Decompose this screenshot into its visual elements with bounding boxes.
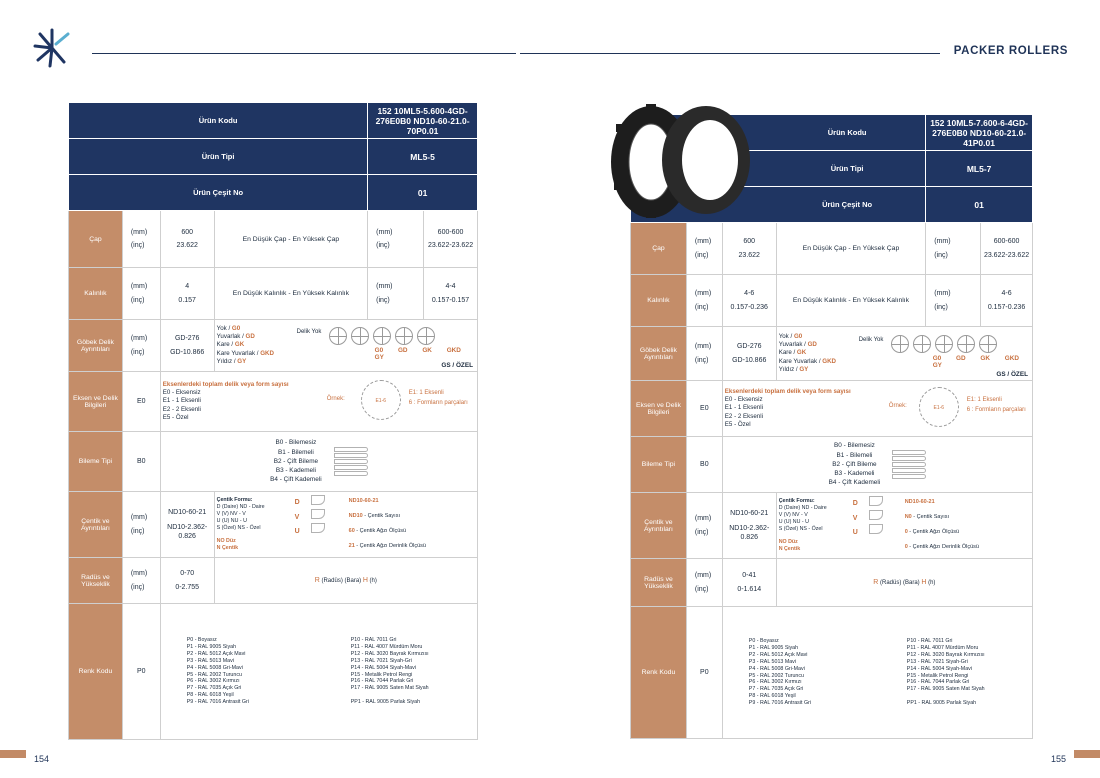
- renk-label: Renk Kodu: [631, 607, 687, 739]
- hole-square-round-icon: [935, 335, 953, 353]
- page-number-right: 155: [1050, 754, 1066, 764]
- urun-cesit-value: 01: [368, 175, 478, 211]
- header-rule: [92, 53, 516, 54]
- unit-cell: (mm) (inç): [686, 559, 722, 607]
- urun-tipi-value: ML5-5: [368, 139, 478, 175]
- unit-cell: (mm) (inç): [122, 558, 160, 604]
- renk-value: P0: [122, 604, 160, 740]
- urun-tipi-label: Ürün Tipi: [69, 139, 368, 175]
- gobek-values: GD-276 GD-10.866: [722, 327, 776, 381]
- renk-value: P0: [686, 607, 722, 739]
- centik-form-icons: [869, 495, 883, 537]
- urun-cesit-value: 01: [926, 187, 1033, 223]
- kalinlik-range-label: En Düşük Kalınlık - En Yüksek Kalınlık: [776, 275, 926, 327]
- eksen-legend: Eksenlerdeki toplam delik veya form sayısı E0 - Eksensiz E1 - 1 Eksenli E2 - 2 Eksenli E5 - Özel Örnek: E1-6 E1: 1 Eksenli 6 : Formların parçaları: [722, 381, 1032, 437]
- cap-label: Çap: [631, 223, 687, 275]
- urun-cesit-label: Ürün Çeşit No: [69, 175, 368, 211]
- radus-values: 0-41 0-1.614: [722, 559, 776, 607]
- urun-kodu-value: 152 10ML5-5.600-4GD-276E0B0 ND10-60-21.0-70P0.01: [368, 103, 478, 139]
- kalinlik-label: Kalınlık: [631, 275, 687, 327]
- unit-cell: (mm) (inç): [368, 268, 424, 320]
- page-number-left: 154: [34, 754, 50, 764]
- unit-cell: (mm) (inç): [686, 223, 722, 275]
- cap-values: 600 23.622: [160, 211, 214, 268]
- centik-label: Çentik ve Ayrıntıları: [631, 493, 687, 559]
- eksen-value: E0: [122, 372, 160, 432]
- unit-cell: (mm) (inç): [122, 268, 160, 320]
- bileme-legend: B0 - Bilemesiz B1 - Bilemeli B2 - Çift Bileme B3 - Kademeli B4 - Çift Kademeli: [722, 437, 1032, 493]
- cap-label: Çap: [69, 211, 123, 268]
- eksen-legend: Eksenlerdeki toplam delik veya form sayısı E0 - Eksensiz E1 - 1 Eksenli E2 - 2 Eksenli E5 - Özel Örnek: E1-6 E1: 1 Eksenli 6 : Formların parçaları: [160, 372, 477, 432]
- kalinlik-values: 4 0.157: [160, 268, 214, 320]
- centik-values: ND10-60-21 ND10-2.362-0.826: [722, 493, 776, 559]
- bileme-legend: B0 - Bilemesiz B1 - Bilemeli B2 - Çift Bileme B3 - Kademeli B4 - Çift Kademeli: [160, 432, 477, 492]
- eksen-label: Eksen ve Delik Bilgileri: [69, 372, 123, 432]
- unit-cell: (mm) (inç): [122, 492, 160, 558]
- renk-legend: P0 - Boyasız P1 - RAL 9005 Siyah P2 - RAL 5012 Açık Mavi P3 - RAL 5013 Mavi P4 - RAL 5008 Gri-Mavi P5 - RAL 2002 Turuncu P6 - RAL 3002 Kırmızı P7 - RAL 7035 Açık Gri P8 - RAL 6018 Yeşil P9 - RAL 7016 Antrasit Gri P10 - RAL 7011 Gri P11 - RAL 4007 Mürdüm Moru P12 - RAL 3020 Bayrak Kırmızısı P13 - RAL 7021 Siyah-Gri P14 - RAL 5004 Siyah-Mavi P15 - Metalik Petrol Rengi P16 - RAL 7044 Parlak Gri P17 - RAL 9005 Saten Mat Siyah PP1 - RAL 9005 Parlak Siyah: [722, 607, 1032, 739]
- hole-round-icon: [891, 335, 909, 353]
- unit-cell: (mm) (inç): [686, 275, 722, 327]
- hole-special-icon: [417, 327, 435, 345]
- renk-legend: P0 - Boyasız P1 - RAL 9005 Siyah P2 - RAL 5012 Açık Mavi P3 - RAL 5013 Mavi P4 - RAL 5008 Gri-Mavi P5 - RAL 2002 Turuncu P6 - RAL 3002 Kırmızı P7 - RAL 7035 Açık Gri P8 - RAL 6018 Yeşil P9 - RAL 7016 Antrasit Gri P10 - RAL 7011 Gri P11 - RAL 4007 Mürdüm Moru P12 - RAL 3020 Bayrak Kırmızısı P13 - RAL 7021 Siyah-Gri P14 - RAL 5004 Siyah-Mavi P15 - Metalik Petrol Rengi P16 - RAL 7044 Parlak Gri P17 - RAL 9005 Saten Mat Siyah PP1 - RAL 9005 Parlak Siyah: [160, 604, 477, 740]
- cap-range-values: 600-600 23.622-23.622: [981, 223, 1033, 275]
- centik-label: Çentik ve Ayrıntıları: [69, 492, 123, 558]
- urun-tipi-value: ML5-7: [926, 151, 1033, 187]
- radus-label: Radüs ve Yükseklik: [631, 559, 687, 607]
- radus-legend: R (Radüs) (Bara) H (h): [776, 559, 1032, 607]
- gobek-legend: Yok / G0 Yuvarlak / GD Kare / GK Kare Yuvarlak / GKD Yıldız / GY Delik Yok G0 GD GK GKD GY GS / ÖZEL: [214, 320, 477, 372]
- urun-kodu-label: Ürün Kodu: [631, 115, 926, 151]
- bileme-profile-icons: [892, 449, 926, 480]
- gobek-label: Göbek Delik Ayrıntıları: [69, 320, 123, 372]
- unit-cell: (mm) (inç): [926, 223, 981, 275]
- unit-cell: (mm) (inç): [926, 275, 981, 327]
- bileme-value: B0: [686, 437, 722, 493]
- hole-star-icon: [395, 327, 413, 345]
- unit-cell: (mm) (inç): [368, 211, 424, 268]
- urun-kodu-label: Ürün Kodu: [69, 103, 368, 139]
- hole-star-icon: [957, 335, 975, 353]
- hole-round-icon: [329, 327, 347, 345]
- header-title: PACKER ROLLERS: [953, 45, 1068, 57]
- hole-square-icon: [913, 335, 931, 353]
- kalinlik-range-values: 4-4 0.157-0.157: [424, 268, 478, 320]
- centik-legend: Çentik Formu: D (Daire) ND - Daire V (V) NV - V U (U) NU - U S (Özel) NS - Özel NO Düz N Çentik D V U ND10-60-21 ND10 - Çentik Sayısı 60 - Çentik Ağzı Ölçüsü 21 - Çentik Ağzı Derinlik Ölçüsü: [214, 492, 477, 558]
- hole-square-icon: [351, 327, 369, 345]
- header-rule: [520, 53, 940, 54]
- centik-form-icons: [311, 494, 325, 536]
- packer-roller-disc-image: [606, 102, 756, 220]
- cap-range-label: En Düşük Çap - En Yüksek Çap: [214, 211, 368, 268]
- kalinlik-values: 4-6 0.157-0.236: [722, 275, 776, 327]
- cap-range-label: En Düşük Çap - En Yüksek Çap: [776, 223, 926, 275]
- hole-special-icon: [979, 335, 997, 353]
- bileme-profile-icons: [334, 446, 368, 477]
- kalinlik-range-label: En Düşük Kalınlık - En Yüksek Kalınlık: [214, 268, 368, 320]
- urun-kodu-value: 152 10ML5-7.600-6-4GD-276E0B0 ND10-60-21.0-41P0.01: [926, 115, 1033, 151]
- centik-values: ND10-60-21 ND10-2.362-0.826: [160, 492, 214, 558]
- kalinlik-label: Kalınlık: [69, 268, 123, 320]
- brand-logo: [32, 26, 72, 70]
- gobek-legend: Yok / G0 Yuvarlak / GD Kare / GK Kare Yuvarlak / GKD Yıldız / GY Delik Yok G0 GD GK GKD GY GS / ÖZEL: [776, 327, 1032, 381]
- kalinlik-range-values: 4-6 0.157-0.236: [981, 275, 1033, 327]
- urun-tipi-label: Ürün Tipi: [631, 151, 926, 187]
- bileme-value: B0: [122, 432, 160, 492]
- eksen-example-icon: E1-6: [361, 380, 401, 420]
- unit-cell: (mm) (inç): [686, 493, 722, 559]
- radus-values: 0-70 0-2.755: [160, 558, 214, 604]
- renk-label: Renk Kodu: [69, 604, 123, 740]
- hole-square-round-icon: [373, 327, 391, 345]
- spec-table-left: [68, 102, 478, 740]
- cap-range-values: 600-600 23.622-23.622: [424, 211, 478, 268]
- radus-legend: R (Radüs) (Bara) H (h): [214, 558, 477, 604]
- centik-legend: Çentik Formu: D (Daire) ND - Daire V (V) NV - V U (U) NU - U S (Özel) NS - Özel NO Düz N Çentik D V U ND10-60-21 N0 - Çentik Sayısı 0 - Çentik Ağzı Ölçüsü 0 - Çentik Ağzı Derinlik Ölçüsü: [776, 493, 1032, 559]
- gobek-label: Göbek Delik Ayrıntıları: [631, 327, 687, 381]
- gobek-values: GD-276 GD-10.866: [160, 320, 214, 372]
- bileme-label: Bileme Tipi: [69, 432, 123, 492]
- unit-cell: (mm) (inç): [122, 211, 160, 268]
- bileme-label: Bileme Tipi: [631, 437, 687, 493]
- urun-cesit-label: Ürün Çeşit No: [631, 187, 926, 223]
- unit-cell: (mm) (inç): [686, 327, 722, 381]
- radus-label: Radüs ve Yükseklik: [69, 558, 123, 604]
- eksen-label: Eksen ve Delik Bilgileri: [631, 381, 687, 437]
- cap-values: 600 23.622: [722, 223, 776, 275]
- page-bar-left: [0, 750, 26, 758]
- eksen-value: E0: [686, 381, 722, 437]
- unit-cell: (mm) (inç): [122, 320, 160, 372]
- eksen-example-icon: E1-6: [919, 387, 959, 427]
- page-bar-right: [1074, 750, 1100, 758]
